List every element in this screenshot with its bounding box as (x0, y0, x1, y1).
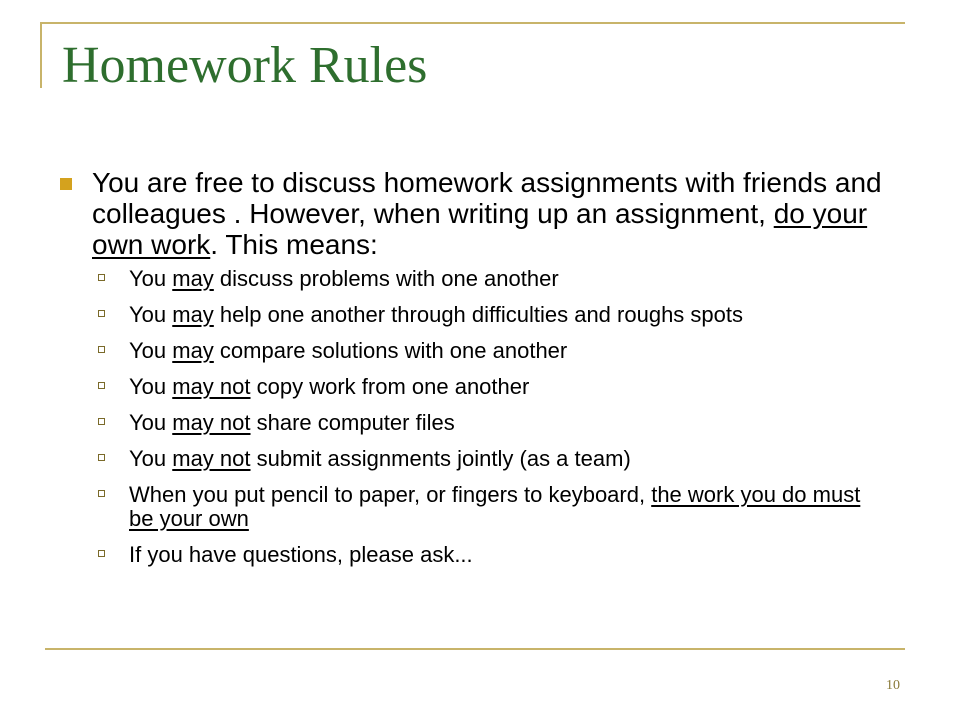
sub-point (60, 375, 890, 399)
bottom-rule (45, 648, 905, 650)
slide-content (60, 167, 890, 579)
sub-point-list (60, 267, 890, 567)
sub-point-text: If you have questions, please ask... (129, 542, 473, 567)
sub-point-text: You (129, 266, 173, 291)
page-number: 10 (886, 678, 900, 693)
hollow-square-bullet-icon (98, 382, 105, 389)
sub-point-emphasis: the work you do must be your own (129, 482, 861, 531)
main-point-text-end: . This means: (210, 229, 378, 260)
hollow-square-bullet-icon (98, 454, 105, 461)
sub-point-text-end: submit assignments jointly (as a team) (250, 446, 631, 471)
sub-point-text: You (129, 338, 173, 363)
sub-point (60, 447, 890, 471)
sub-point-emphasis: may not (172, 446, 251, 471)
sub-point-text-end: discuss problems with one another (213, 266, 559, 291)
sub-point-emphasis: may not (172, 374, 251, 399)
sub-point-text: You (129, 374, 173, 399)
hollow-square-bullet-icon (98, 418, 105, 425)
main-bullet-point (60, 167, 890, 260)
sub-point (60, 483, 890, 531)
sub-point (60, 303, 890, 327)
main-point-text: You are free to discuss homework assignments with friends and colleagues . However, when writing up an assignment, (92, 167, 882, 229)
sub-point-emphasis: may (172, 266, 214, 291)
hollow-square-bullet-icon (98, 346, 105, 353)
sub-point-text-end: compare solutions with one another (213, 338, 568, 363)
sub-point-text-end: help one another through difficulties and roughs spots (213, 302, 743, 327)
sub-point (60, 339, 890, 363)
sub-point-text: You (129, 302, 173, 327)
slide-title: Homework Rules (62, 37, 428, 94)
sub-point-emphasis: may not (172, 410, 251, 435)
left-rule (40, 22, 42, 88)
hollow-square-bullet-icon (98, 310, 105, 317)
sub-point-emphasis: may (172, 302, 214, 327)
hollow-square-bullet-icon (98, 550, 105, 557)
sub-point (60, 267, 890, 291)
square-bullet-icon (60, 178, 72, 190)
sub-point-text: You (129, 410, 173, 435)
sub-point-text: When you put pencil to paper, or fingers to keyboard, (129, 482, 652, 507)
sub-point-text-end: copy work from one another (250, 374, 530, 399)
hollow-square-bullet-icon (98, 274, 105, 281)
hollow-square-bullet-icon (98, 490, 105, 497)
sub-point (60, 411, 890, 435)
sub-point-text-end: share computer files (250, 410, 455, 435)
sub-point-emphasis: may (172, 338, 214, 363)
sub-point (60, 543, 890, 567)
sub-point-text: You (129, 446, 173, 471)
main-point-emphasis: do your own work (92, 198, 868, 260)
top-rule (40, 22, 905, 24)
